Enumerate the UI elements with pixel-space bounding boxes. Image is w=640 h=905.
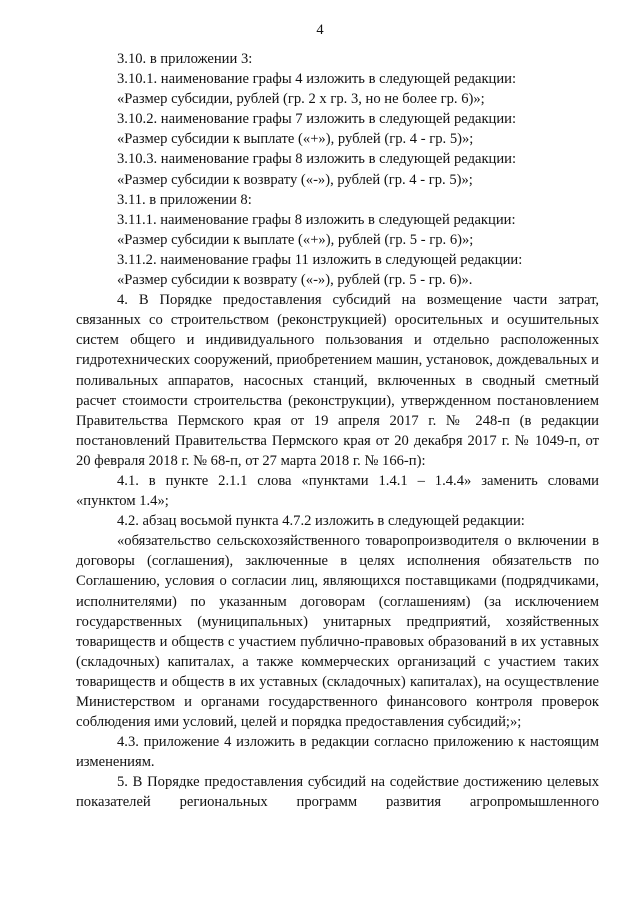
item-3-10-2: 3.10.2. наименование графы 7 изложить в следующей редакции: (117, 111, 517, 128)
paragraph-4: 4. В Порядке предоставления субсидий на возмещение части затрат, связанных со строительством (реконструкцией) оросительных и осушительных систем общего и индивидуального пользования и отдельно расположенных гидротехнических сооружений, приобретением машин, установок, дождевальных и поливальных аппаратов, насосных станций, включенных в сводный сметный расчет стоимости строительства (реконструкции), утвержденном постановлением Правительства Пермского края от 19 апреля 2017 г. № 248-п (в редакции постановлений Правительства Пермского края от 20 декабря 2017 г. № 1049-п, от 20 февраля 2018 г. № 68-п, от 27 марта 2018 г. № 166-п): (76, 292, 599, 469)
item-3-10-1-text: «Размер субсидии, рублей (гр. 2 х гр. 3, но не более гр. 6)»; (117, 91, 485, 108)
item-3-10-1: 3.10.1. наименование графы 4 изложить в следующей редакции: (117, 71, 517, 88)
item-3-10-3: 3.10.3. наименование графы 8 изложить в следующей редакции: (117, 151, 517, 168)
document-body (76, 49, 599, 813)
item-3-11-1-text: «Размер субсидии к выплате («+»), рублей (гр. 5 - гр. 6)»; (117, 231, 474, 248)
item-3-11: 3.11. в приложении 8: (117, 191, 252, 208)
item-3-10-2-text: «Размер субсидии к выплате («+»), рублей (гр. 4 - гр. 5)»; (117, 131, 474, 148)
item-3-11-2: 3.11.2. наименование графы 11 изложить в следующей редакции: (117, 251, 523, 268)
page-number: 4 (316, 22, 324, 38)
paragraph-4-2-quote: «обязательство сельскохозяйственного товаропроизводителя о включении в договоры (соглашения), заключенные в целях исполнения обязательств по Соглашению, условия о согласии лиц, являющихся поставщиками (подрядчиками, исполнителями) по указанным договорам (соглашениям) (за исключением государственных (муниципальных) унитарных предприятий, хозяйственных товариществ и обществ с участием публично-правовых образований в их уставных (складочных) капиталах, а также коммерческих организаций с участием таких товариществ и обществ в их уставных (складочных) капиталах), на осуществление Министерством и органами государственного финансового контроля проверок соблюдения ими условий, целей и порядка предоставления субсидий;»; (76, 533, 599, 731)
paragraph-4-2: 4.2. абзац восьмой пункта 4.7.2 изложить в следующей редакции: (117, 513, 525, 530)
paragraph-4-1: 4.1. в пункте 2.1.1 слова «пунктами 1.4.1 – 1.4.4» заменить словами «пунктом 1.4»; (76, 472, 599, 510)
paragraph-5: 5. В Порядке предоставления субсидий на содействие достижению целевых показателей региональных программ развития агропромышленного (76, 774, 599, 811)
item-3-10: 3.10. в приложении 3: (117, 51, 253, 67)
item-3-10-3-text: «Размер субсидии к возврату («-»), рублей (гр. 4 - гр. 5)»; (117, 171, 473, 188)
paragraph-4-3: 4.3. приложение 4 изложить в редакции согласно приложению к настоящим изменениям. (76, 734, 599, 771)
item-3-11-2-text: «Размер субсидии к возврату («-»), рублей (гр. 5 - гр. 6)». (117, 272, 473, 289)
item-3-11-1: 3.11.1. наименование графы 8 изложить в следующей редакции: (117, 211, 516, 228)
